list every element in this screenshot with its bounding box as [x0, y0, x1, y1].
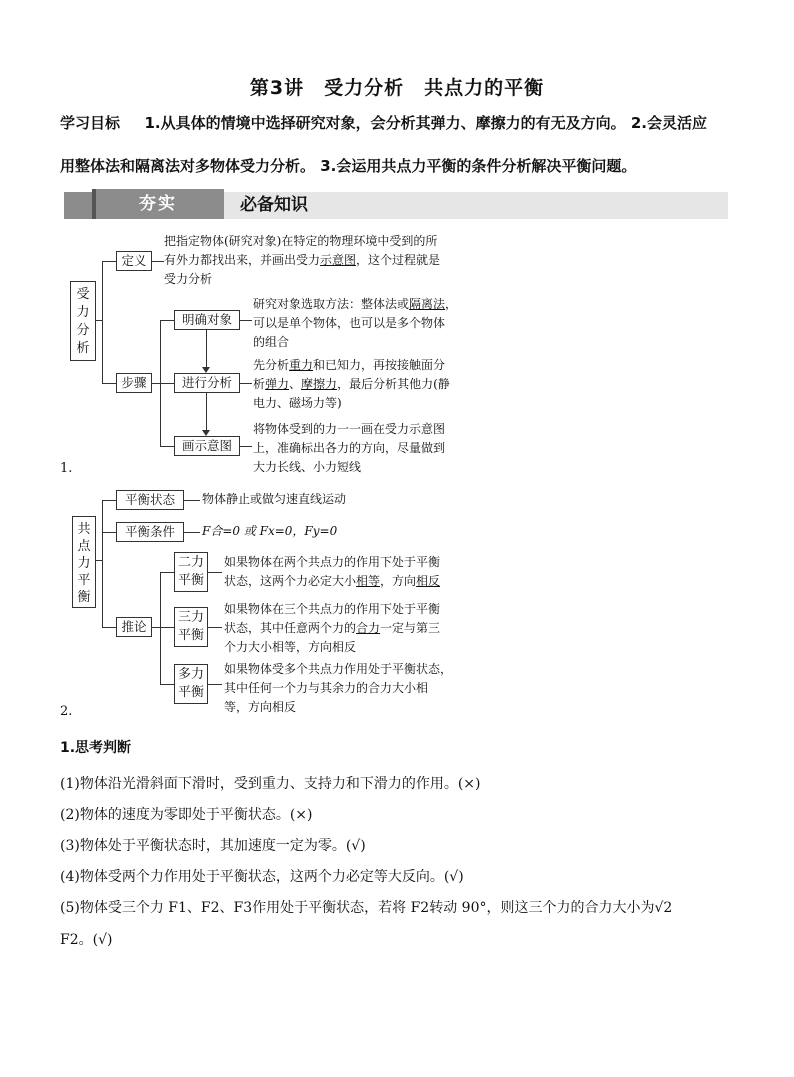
- step-identify-text: 研究对象选取方法：整体法或隔离法， 可以是单个物体，也可以是多个物体 的组合: [253, 297, 458, 349]
- step-draw-text: 将物体受到的力一一画在受力示意图 上，准确标出各力的方向，尽量做到 大力长线、小力短线: [253, 422, 446, 474]
- question-1: (1)物体沿光滑斜面下滑时，受到重力、支持力和下滑力的作用。(×): [60, 776, 481, 792]
- banner-label: 必备知识: [240, 195, 308, 215]
- question-2: (2)物体的速度为零即处于平衡状态。(×): [60, 807, 313, 823]
- inference-label: 推论: [116, 617, 152, 637]
- diagram2-root: 共点力平衡: [72, 516, 96, 608]
- diagram1-root: 受力分析: [70, 281, 96, 361]
- steps-label: 步骤: [116, 373, 152, 393]
- three-force-label: 三力平衡: [174, 607, 208, 647]
- step-analyze: 进行分析: [174, 373, 240, 393]
- learning-goals-line-1: [60, 112, 707, 133]
- step-draw-diagram: 画示意图: [174, 436, 240, 456]
- page-title: 第3讲 受力分析 共点力的平衡: [249, 77, 545, 99]
- equilibrium-condition-label: 平衡条件: [116, 522, 184, 542]
- section-banner: [64, 189, 728, 221]
- two-force-text: 如果物体在两个共点力的作用下处于平衡 状态，这两个力必定大小相等，方向相反: [224, 555, 441, 588]
- question-5-continued: F2。(√): [60, 932, 113, 948]
- equilibrium-state-text: 物体静止或做匀速直线运动: [202, 492, 347, 506]
- two-force-label: 二力平衡: [174, 552, 208, 592]
- equilibrium-state-label: 平衡状态: [116, 490, 184, 510]
- question-5: (5)物体受三个力 F1、F2、F3作用处于平衡状态，若将 F2转动 90°，则这三个力的合力大小为√2: [60, 900, 673, 916]
- diagram2-number: 2.: [60, 704, 73, 719]
- diagram1-number: 1.: [60, 461, 73, 476]
- banner-tab: 夯实: [139, 194, 177, 214]
- step-analyze-text: 先分析重力和已知力，再按接触面分 析弹力、摩擦力，最后分析其他力(静 电力、磁场力等): [253, 358, 450, 410]
- question-3: (3)物体处于平衡状态时，其加速度一定为零。(√): [60, 838, 366, 854]
- learning-goals-text-1: 1.从具体的情境中选择研究对象，会分析其弹力、摩擦力的有无及方向。 2.会灵活应: [144, 114, 707, 132]
- multi-force-label: 多力平衡: [174, 664, 208, 704]
- think-judge-heading: 1.思考判断: [60, 740, 132, 756]
- definition-text: 把指定物体(研究对象)在特定的物理环境中受到的所 有外力都找出来，并画出受力示意图，这个过程就是 受力分析: [164, 234, 441, 286]
- equilibrium-condition-text: F合=0 或 Fx=0，Fy=0: [202, 524, 338, 538]
- definition-label: 定义: [116, 251, 152, 271]
- learning-goals-text-2: 用整体法和隔离法对多物体受力分析。 3.会运用共点力平衡的条件分析解决平衡问题。: [60, 157, 637, 175]
- learning-goals-label: 学习目标: [60, 114, 121, 132]
- question-4: (4)物体受两个力作用处于平衡状态，这两个力必定等大反向。(√): [60, 869, 464, 885]
- three-force-text: 如果物体在三个共点力的作用下处于平衡 状态，其中任意两个力的合力一定与第三 个力大小相等，方向相反: [224, 602, 441, 654]
- step-identify-object: 明确对象: [174, 310, 240, 330]
- multi-force-text: 如果物体受多个共点力作用处于平衡状态， 其中任何一个力与其余力的合力大小相 等，方向相反: [224, 662, 453, 714]
